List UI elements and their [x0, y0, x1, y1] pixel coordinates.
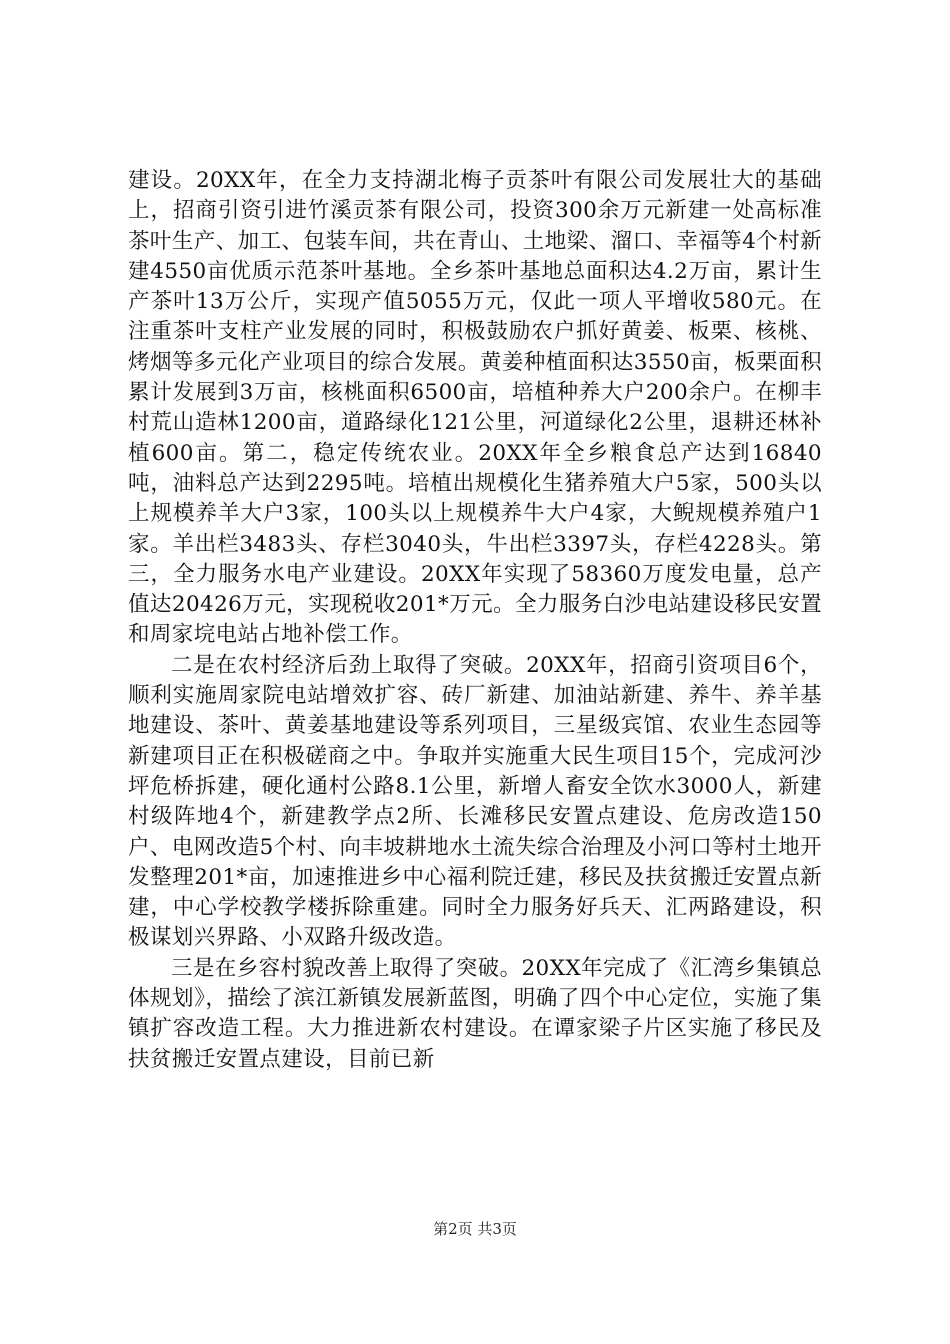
paragraph-2: 二是在农村经济后劲上取得了突破。20XX年，招商引资项目6个，顺利实施周家院电站增效扩容、砖厂新建、加油站新建、养牛、养羊基地建设、茶叶、黄姜基地建设等系列项目，三星级宾馆、农业生态园等新建项目正在积极磋商之中。争取并实施重大民生项目15个，完成河沙坪危桥拆建，硬化通村公路8.1公里，新增人畜安全饮水3000人，新建村级阵地4个，新建教学点2所、长滩移民安置点建设、危房改造150户、电网改造5个村、向丰坡耕地水土流失综合治理及小河口等村土地开发整理201*亩，加速推进乡中心福利院迁建，移民及扶贫搬迁安置点新建，中心学校教学楼拆除重建。同时全力服务好兵天、汇两路建设，积极谋划兴界路、小双路升级改造。 [128, 652, 822, 951]
paragraph-3: 三是在乡容村貌改善上取得了突破。20XX年完成了《汇湾乡集镇总体规划》，描绘了滨江新镇发展新蓝图，明确了四个中心定位，实施了集镇扩容改造工程。大力推进新农村建设。在谭家梁子片区实施了移民及扶贫搬迁安置点建设，目前已新 [128, 955, 822, 1072]
page-footer: 第2页 共3页 [433, 1220, 517, 1238]
document-body [128, 166, 822, 1075]
paragraph-1: 建设。20XX年，在全力支持湖北梅子贡茶叶有限公司发展壮大的基础上，招商引资引进竹溪贡茶有限公司，投资300余万元新建一处高标准茶叶生产、加工、包装车间，共在青山、土地梁、溜口、幸福等4个村新建4550亩优质示范茶叶基地。全乡茶叶基地总面积达4.2万亩，累计生产茶叶13万公斤，实现产值5055万元，仅此一项人平增收580元。在注重茶叶支柱产业发展的同时，积极鼓励农户抓好黄姜、板栗、核桃、烤烟等多元化产业项目的综合发展。黄姜种植面积达3550亩，板栗面积累计发展到3万亩，核桃面积6500亩，培植种养大户200余户。在柳丰村荒山造林1200亩，道路绿化121公里，河道绿化2公里，退耕还林补植600亩。第二，稳定传统农业。20XX年全乡粮食总产达到16840吨，油料总产达到2295吨。培植出规模化生猪养殖大户5家，500头以上规模养羊大户3家，100头以上规模养牛大户4家，大鲵规模养殖户1家。羊出栏3483头、存栏3040头，牛出栏3397头，存栏4228头。第三，全力服务水电产业建设。20XX年实现了58360万度发电量，总产值达20426万元，实现税收201*万元。全力服务白沙电站建设移民安置和周家垸电站占地补偿工作。 [128, 168, 822, 648]
